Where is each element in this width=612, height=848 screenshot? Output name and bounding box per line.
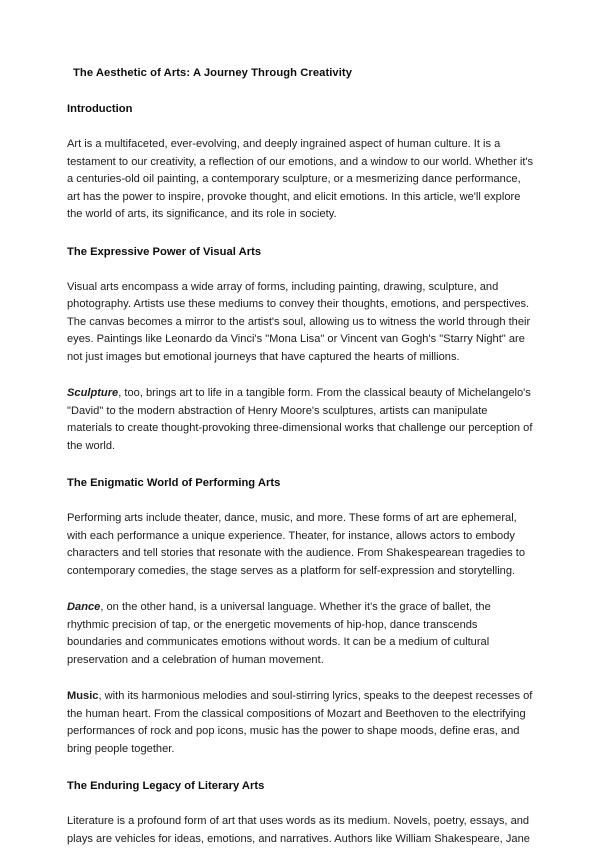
section-heading-literary-arts: The Enduring Legacy of Literary Arts [67, 780, 265, 792]
paragraph-lead-term: Music [67, 690, 99, 702]
spacer [67, 81, 535, 102]
spacer [67, 580, 535, 599]
paragraph-text: , on the other hand, is a universal language. Whether it's the grace of ballet, the rhythmic precision of tap, or the energetic movements of hip-hop, dance transcends boundaries and communicates emotions without words. It can be a medium of cultural preservation and a celebration of human movement. [67, 601, 491, 666]
paragraph [67, 688, 535, 758]
spacer [67, 455, 535, 476]
paragraph [67, 599, 535, 669]
spacer [67, 669, 535, 688]
paragraph [67, 279, 535, 367]
paragraph-text: Literature is a profound form of art that uses words as its medium. Novels, poetry, essays, and plays are vehicles for ideas, emotions, and narratives. Authors like William Shakespeare, Jane [67, 815, 530, 845]
spacer [67, 491, 535, 510]
section-heading-performing-arts: The Enigmatic World of Performing Arts [67, 477, 281, 489]
paragraph [67, 510, 535, 580]
paragraph-text: , too, brings art to life in a tangible form. From the classical beauty of Michelangelo's "David" to the modern abstraction of Henry Moore's sculptures, artists can manipulate materials to create thought-provoking three-dimensional works that challenge our perception of the world. [67, 387, 533, 452]
section-heading-introduction: Introduction [67, 103, 133, 115]
paragraph [67, 385, 535, 455]
paragraph-text: , with its harmonious melodies and soul-stirring lyrics, speaks to the deepest recesses of the human heart. From the classical compositions of Mozart and Beethoven to the electrifying performances of rock and pop icons, music has the power to shape moods, define eras, and bring people together. [67, 690, 533, 755]
spacer [67, 260, 535, 279]
paragraph-text: Performing arts include theater, dance, music, and more. These forms of art are ephemeral, with each performance a unique experience. Theater, for instance, allows actors to embody characters and tell stories that resonate with the audience. From Shakespearean tragedies to contemporary comedies, the stage serves as a platform for self-expression and storytelling. [67, 512, 526, 577]
paragraph [67, 136, 535, 224]
spacer [67, 758, 535, 779]
paragraph-lead-term: Sculpture [67, 387, 119, 399]
spacer [67, 117, 535, 136]
paragraph-text: Art is a multifaceted, ever-evolving, and deeply ingrained aspect of human culture. It is a testament to our creativity, a reflection of our emotions, and a window to our world. Whether it's a centuries-old oil painting, a contemporary sculpture, or a mesmerizing dance performance, art has the power to inspire, provoke thought, and elicit emotions. In this article, we'll explore the world of arts, its significance, and its role in society. [67, 138, 534, 220]
spacer [67, 224, 535, 245]
paragraph-lead-term: Dance [67, 601, 101, 613]
page-title: The Aesthetic of Arts: A Journey Through Creativity [73, 67, 353, 79]
paragraph [67, 813, 535, 848]
spacer [67, 794, 535, 813]
spacer [67, 366, 535, 385]
section-heading-visual-arts: The Expressive Power of Visual Arts [67, 245, 262, 258]
paragraph-text: Visual arts encompass a wide array of forms, including painting, drawing, sculpture, and photography. Artists use these mediums to convey their thoughts, emotions, and perspectives. The canvas becomes a mirror to the artist's soul, allowing us to witness the world through their eyes. Paintings like Leonardo da Vinci's "Mona Lisa" or Vincent van Gogh's "Starry Night" are not just images but emotional journeys that have captured the hearts of millions. [67, 280, 531, 363]
